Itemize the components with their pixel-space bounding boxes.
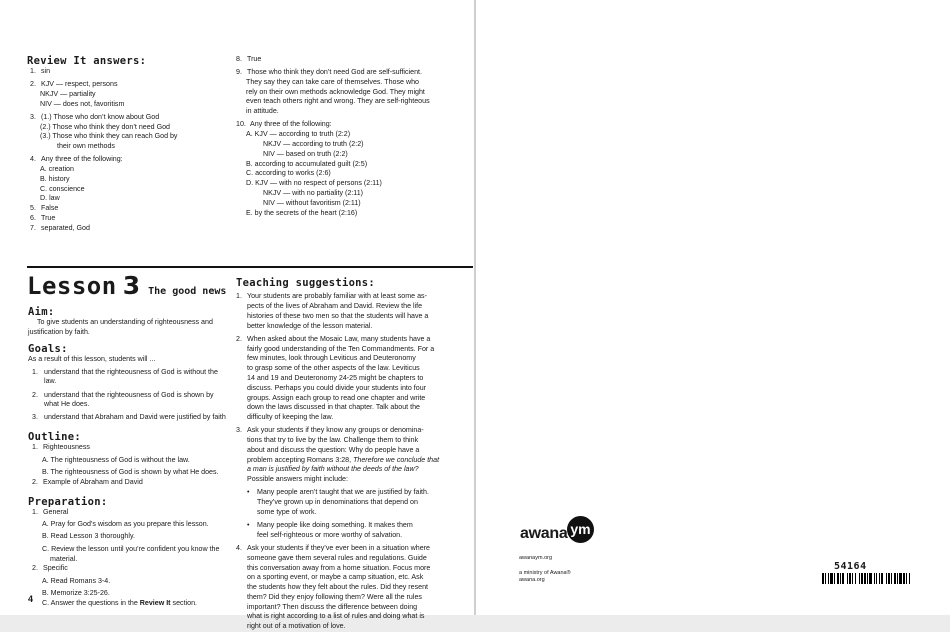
teaching-heading: Teaching suggestions: <box>236 277 376 289</box>
list-item <box>30 224 230 234</box>
barcode-bar <box>891 573 892 584</box>
list-subitem: NKJV — partiality <box>40 89 96 98</box>
barcode-bar <box>897 573 898 584</box>
list-subitem: C. conscience <box>40 184 85 193</box>
preparation-heading: Preparation: <box>28 495 108 508</box>
item-text: True <box>41 214 56 223</box>
item-text: about and discuss the question: Why do people have a <box>247 445 420 454</box>
item-number <box>236 583 247 593</box>
spacer <box>247 531 257 541</box>
barcode-bar <box>899 573 902 584</box>
bullet-icon: • <box>247 488 250 497</box>
teaching-item-line <box>236 583 448 593</box>
list-subitem: (2.) Those who think they don’t need God <box>40 122 171 131</box>
lesson-subtitle: The good news <box>148 286 227 297</box>
item-text: False <box>41 204 59 213</box>
teaching-item-line <box>236 413 448 423</box>
barcode-bar <box>830 573 833 584</box>
barcode-bar <box>840 573 841 584</box>
item-text: them? Did they enjoy following them? Were all the rules <box>247 592 422 601</box>
item-text: on a sporting event, or maybe a camp situation, etc. Ask <box>247 573 424 582</box>
item-number: 10. <box>236 120 246 129</box>
item-number <box>236 345 247 355</box>
teaching-item <box>236 292 448 302</box>
list-subitem: rely on their own methods acknowledge God. They might <box>246 87 425 96</box>
item-number: 4. <box>30 155 36 164</box>
goals-list <box>28 368 228 424</box>
item-text: (1.) Those who don’t know about God <box>41 112 160 121</box>
preparation-list <box>28 508 228 599</box>
list-subitem: E. by the secrets of the heart (2:16) <box>246 208 358 217</box>
bullet-item-line <box>236 498 448 508</box>
teaching-item-line <box>236 354 448 364</box>
barcode-bar <box>861 573 863 584</box>
item-number: 1. <box>32 507 38 516</box>
teaching-list <box>236 292 448 632</box>
item-text: True <box>247 55 262 63</box>
goals-heading: Goals: <box>28 342 68 355</box>
goal-item: 3. understand that Abraham and David were justified by faith <box>32 413 226 422</box>
item-text: difficulty of keeping the law. <box>247 413 334 422</box>
list-item <box>28 478 228 488</box>
barcode-bar <box>849 573 851 584</box>
item-number: 2. <box>30 80 36 89</box>
scripture-quote: Therefore we conclude that <box>353 455 440 464</box>
lesson-number: 3 <box>122 271 141 300</box>
left-page <box>0 0 474 631</box>
item-number: 7. <box>30 223 36 232</box>
list-subitem: C. according to works (2:6) <box>246 169 331 178</box>
barcode-bar <box>828 573 829 584</box>
item-number <box>236 564 247 574</box>
list-subitem: C. Review the lesson until you’re confident you know the <box>42 544 220 553</box>
teaching-item-line <box>236 564 448 574</box>
goals-intro: As a result of this lesson, students will ... <box>28 354 156 363</box>
barcode-bar <box>886 573 887 584</box>
list-subitem: A. The righteousness of God is without the law. <box>42 455 190 464</box>
item-text: what is right according to a list of rules and doing what is <box>247 612 425 621</box>
teaching-item <box>236 544 448 554</box>
teaching-item-line <box>236 322 448 332</box>
item-text: someone gave them several rules and regulations. Guide <box>247 553 427 562</box>
item-text: Possible answers might include: <box>247 475 348 484</box>
teaching-item-line <box>236 593 448 603</box>
item-number <box>236 394 247 404</box>
item-text: When asked about the Mosaic Law, many students have a <box>247 334 431 343</box>
list-item <box>30 67 230 77</box>
teaching-item-line <box>236 612 448 622</box>
lesson-left-column <box>28 306 228 609</box>
item-number: 4. <box>236 543 242 552</box>
item-text: pects of the lives of Abraham and David. Review the life <box>247 302 423 311</box>
page-number: 4 <box>28 594 34 604</box>
item-number <box>236 384 247 394</box>
barcode-bar <box>903 573 905 584</box>
item-number: 5. <box>30 204 36 213</box>
item-text: better knowledge of the lesson material. <box>247 321 373 330</box>
item-number <box>236 554 247 564</box>
item-number <box>236 374 247 384</box>
item-text: separated, God <box>41 223 90 232</box>
teaching-item-line <box>236 374 448 384</box>
item-number <box>236 312 247 322</box>
outline-heading: Outline: <box>28 431 81 444</box>
teaching-item-line <box>236 394 448 404</box>
barcode-bar <box>876 573 877 584</box>
list-subitem: in attitude. <box>246 107 279 116</box>
item-text: Ask your students if they’ve ever been in a situation where <box>247 543 430 552</box>
item-text: General <box>43 507 69 516</box>
item-text: KJV — respect, persons <box>41 80 118 89</box>
item-text: Specific <box>43 564 68 573</box>
item-text: histories of these two men so that the students will have a <box>247 311 429 320</box>
bullet-item-line <box>236 531 448 541</box>
teaching-item-line <box>236 384 448 394</box>
item-text: 14 and 19 and Deuteronomy 24-25 might be chapters to <box>247 373 424 382</box>
list-subitem: NKJV — according to truth (2:2) <box>263 139 364 148</box>
list-subitem: A. KJV — according to truth (2:2) <box>246 130 351 139</box>
website-url: awanaym.org <box>519 555 553 561</box>
barcode-icon <box>822 573 926 584</box>
list-item <box>236 55 446 65</box>
teaching-item-line <box>236 302 448 312</box>
list-subitem: They say they can take care of themselves. Those who <box>246 77 419 86</box>
list-item <box>28 443 228 453</box>
list-item <box>30 113 230 123</box>
item-number <box>236 573 247 583</box>
barcode-bar <box>847 573 848 584</box>
lesson-label: Lesson <box>27 272 117 300</box>
logo-mark-icon: ym <box>567 516 594 543</box>
barcode-bar <box>834 573 835 584</box>
bullet-item <box>236 488 448 498</box>
list-item <box>28 564 228 574</box>
list-subitem: B. The righteousness of God is shown by what He does. <box>42 468 219 477</box>
item-number <box>236 612 247 622</box>
item-number: 1. <box>32 443 38 452</box>
list-subitem: D. law <box>40 194 60 203</box>
spacer <box>236 465 247 475</box>
item-text: tions that try to live by the law. Challenge them to think <box>247 436 419 445</box>
item-text: right out of a motivation of love. <box>247 622 346 631</box>
item-number <box>236 622 247 632</box>
review-answers-column-2 <box>236 55 446 218</box>
item-number <box>236 354 247 364</box>
item-text: Righteousness <box>43 443 90 452</box>
product-code: 54164 <box>834 561 867 572</box>
item-number: 2. <box>32 477 38 486</box>
bullet-item-line <box>236 508 448 518</box>
list-item <box>30 80 230 90</box>
review-answers-title: Review It answers: <box>27 55 147 67</box>
item-text: feel self-righteous or more worthy of salvation. <box>257 530 403 539</box>
list-subitem: NIV — without favoritism (2:11) <box>263 198 361 207</box>
item-text: Any three of the following: <box>41 155 123 164</box>
item-number: 9. <box>236 68 242 77</box>
list-item <box>30 155 230 165</box>
item-text: Your students are probably familiar with at least some as- <box>247 292 427 301</box>
item-text <box>247 456 439 466</box>
item-number <box>236 436 247 446</box>
preparation-item-review: C. Answer the questions in the Review It section. <box>42 598 197 607</box>
review-answers-column-1 <box>30 67 230 234</box>
list-subitem: even teach others right and wrong. They are self-righteous <box>246 97 430 106</box>
item-text: few minutes, look through Leviticus and Deuteronomy <box>247 354 416 363</box>
item-number <box>236 446 247 456</box>
aim-line: justification by faith. <box>28 327 90 336</box>
item-number: 2. <box>32 564 38 573</box>
item-number: 2. <box>236 334 242 343</box>
item-text: Example of Abraham and David <box>43 477 143 486</box>
item-text: They’ve grown up in denominations that depend on <box>257 498 418 507</box>
spacer <box>247 508 257 518</box>
list-item <box>30 214 230 224</box>
item-text: this conversation away from a home situation. Focus more <box>247 563 431 572</box>
item-number <box>236 322 247 332</box>
section-divider <box>27 266 473 268</box>
awana-ym-logo <box>520 516 640 556</box>
barcode-bar <box>859 573 860 584</box>
teaching-item-line <box>236 436 448 446</box>
barcode-bar <box>888 573 890 584</box>
item-text: Many people like doing something. It makes them <box>257 521 413 530</box>
list-item <box>236 120 446 130</box>
list-item <box>236 68 446 78</box>
list-subitem: B. according to accumulated guilt (2:5) <box>246 159 368 168</box>
barcode-bar <box>855 573 856 584</box>
item-text: to grasp some of the other aspects of the law. Leviticus <box>247 364 420 373</box>
list-subitem: (3.) Those who think they can reach God by <box>40 132 178 141</box>
goal-item: 1. understand that the righteousness of God is without the law. <box>32 367 218 386</box>
teaching-item <box>236 426 448 436</box>
barcode-bar <box>879 573 880 584</box>
teaching-item-line <box>236 456 448 466</box>
item-number: 8. <box>236 55 242 63</box>
item-number: 6. <box>30 214 36 223</box>
item-text: the students how they felt about the rules. Did they resent <box>247 583 428 592</box>
teaching-item-line <box>236 446 448 456</box>
list-subitem: A. Read Romans 3-4. <box>42 576 111 585</box>
list-item <box>30 204 230 214</box>
item-text-plain: problem accepting Romans 3:28, <box>247 455 354 464</box>
barcode-bar <box>906 573 907 584</box>
item-text: discuss. Perhaps you could divide your students into four <box>247 383 427 392</box>
item-text: fairly good understanding of the Ten Commandments. For a <box>247 344 435 353</box>
item-text: Any three of the following: <box>250 120 332 129</box>
teaching-item-line <box>236 312 448 322</box>
outline-list <box>28 443 228 487</box>
item-text: important? Then discuss the difference between doing <box>247 602 418 611</box>
item-number: 3. <box>30 112 36 121</box>
teaching-item <box>236 335 448 345</box>
teaching-item-line <box>236 465 448 475</box>
list-item <box>28 508 228 518</box>
item-number <box>236 403 247 413</box>
item-text: sin <box>41 67 51 75</box>
lesson-heading <box>27 271 226 300</box>
teaching-item-line <box>236 622 448 632</box>
item-text: Many people aren’t taught that we are justified by faith. <box>257 488 429 497</box>
barcode-bar <box>852 573 853 584</box>
barcode-bar <box>874 573 875 584</box>
list-subitem: their own methods <box>57 142 115 151</box>
scripture-quote: a man is justified by faith without the deeds of the law? <box>247 465 419 474</box>
barcode-bar <box>825 573 826 584</box>
item-text: some type of work. <box>257 507 317 516</box>
item-number <box>236 302 247 312</box>
barcode-bar <box>909 573 910 584</box>
teaching-item-line <box>236 603 448 613</box>
aim-line: To give students an understanding of righteousness and <box>37 318 213 326</box>
barcode-bar <box>869 573 872 584</box>
list-subitem: material. <box>50 554 78 563</box>
teaching-item-line <box>236 364 448 374</box>
list-subitem: D. KJV — with no respect of persons (2:11) <box>246 179 382 188</box>
list-subitem: NIV — based on truth (2:2) <box>263 149 348 158</box>
list-subitem: A. Pray for God’s wisdom as you prepare this lesson. <box>42 520 209 529</box>
aim-heading: Aim: <box>28 306 55 318</box>
barcode-bar <box>864 573 866 584</box>
item-text: Ask your students if they know any groups or denomina- <box>247 426 424 435</box>
list-subitem: NKJV — with no partiality (2:11) <box>263 188 364 197</box>
barcode-bar <box>842 573 844 584</box>
item-number <box>236 603 247 613</box>
item-number: 1. <box>236 292 242 301</box>
barcode-bar <box>894 573 896 584</box>
teaching-item-line <box>236 475 448 485</box>
barcode-bar <box>867 573 868 584</box>
bullet-icon: • <box>247 521 250 530</box>
teaching-item-line <box>236 573 448 583</box>
logo-wordmark: awana <box>520 525 568 542</box>
barcode-bar <box>822 573 824 584</box>
item-number <box>236 593 247 603</box>
spacer <box>236 475 247 485</box>
item-number: 3. <box>236 426 242 435</box>
barcode-bar <box>881 573 883 584</box>
list-subitem: B. history <box>40 174 70 183</box>
ministry-credit: a ministry of Awana® awana.org <box>519 570 571 583</box>
goal-item: 2. understand that the righteousness of God is shown by <box>32 390 214 399</box>
list-subitem: NIV — does not, favoritism <box>40 99 125 108</box>
teaching-suggestions <box>236 277 448 632</box>
goal-item-continued: what He does. <box>44 400 90 409</box>
bullet-item <box>236 521 448 531</box>
list-subitem: B. Read Lesson 3 thoroughly. <box>42 532 135 541</box>
teaching-item-line <box>236 403 448 413</box>
teaching-item-line <box>236 554 448 564</box>
item-number <box>236 364 247 374</box>
item-text: groups. Assign each group to read one chapter and write <box>247 393 426 402</box>
spacer <box>236 456 247 466</box>
teaching-item-line <box>236 345 448 355</box>
barcode-bar <box>837 573 839 584</box>
list-subitem: A. creation <box>40 165 74 174</box>
item-text: down the laws discussed in that chapter. Talk about the <box>247 403 420 412</box>
item-number: 1. <box>30 67 36 75</box>
item-text: Those who think they don’t need God are self-sufficient. <box>247 68 422 77</box>
item-number <box>236 413 247 423</box>
spacer <box>247 498 257 508</box>
list-subitem: B. Memorize 3:25-26. <box>42 589 110 598</box>
